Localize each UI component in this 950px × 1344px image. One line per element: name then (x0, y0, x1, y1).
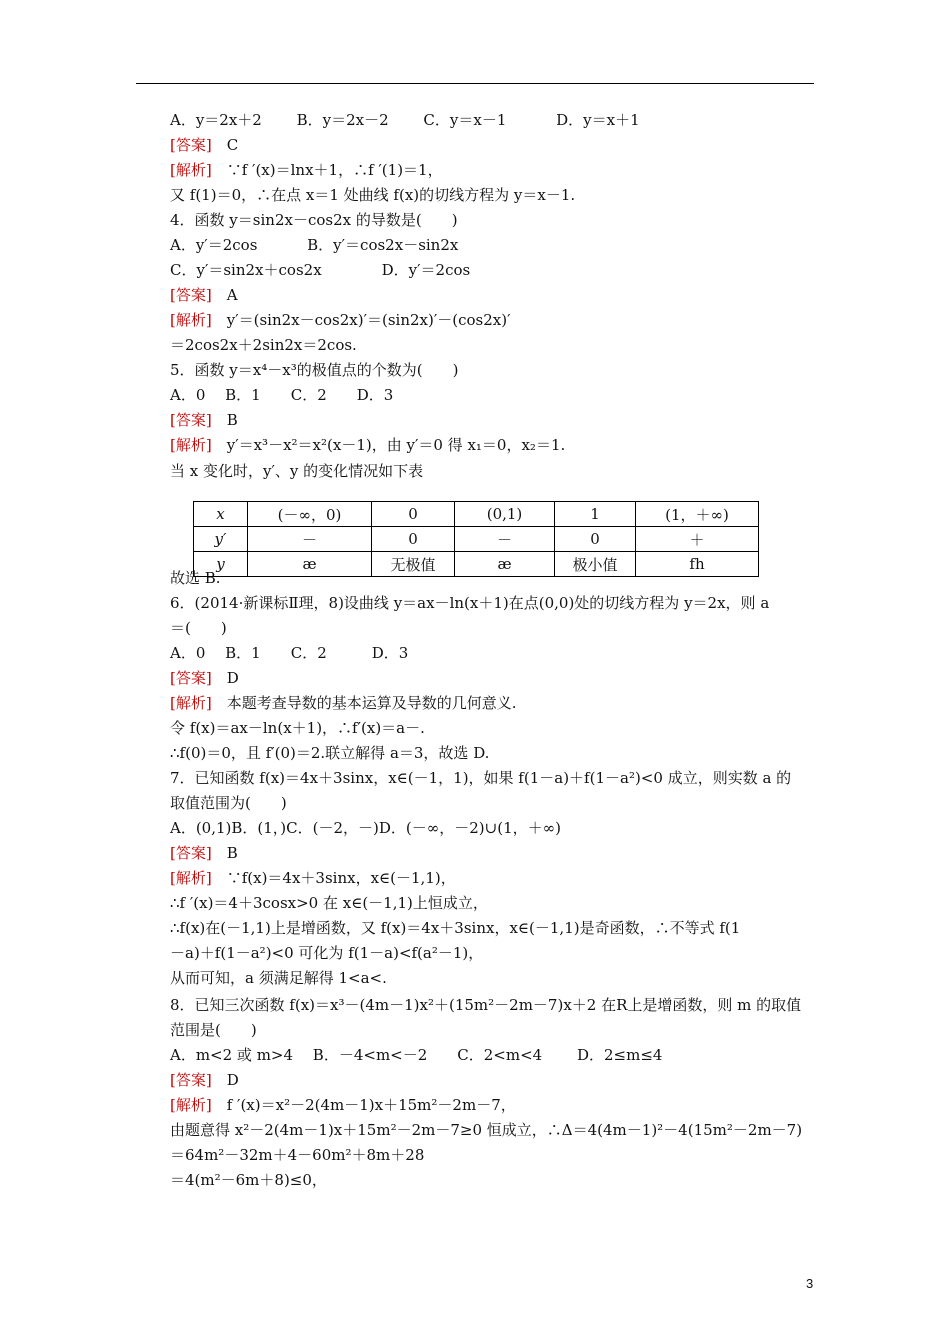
table-cell: y (194, 552, 248, 577)
line-text: ＝64m²－32m＋4－60m²＋8m＋28 (170, 1146, 425, 1164)
line-text: ∵f(x)＝4x＋3sinx，x∈(－1,1)， (211, 869, 456, 887)
text-line (170, 1046, 662, 1064)
line-text: ∴f(x)在(－1,1)上是增函数，又 f(x)＝4x＋3sinx，x∈(－1,1)是奇函数，∴不等式 f(1 (170, 919, 741, 937)
line-text: C (211, 136, 239, 154)
label-tag: [答案] (170, 844, 212, 862)
text-line (170, 436, 565, 454)
table-cell: y′ (194, 527, 248, 552)
line-text: C．y′＝sin2x＋cos2x D．y′＝2cos (170, 261, 471, 279)
line-text: B (211, 411, 238, 429)
text-line (170, 594, 769, 612)
text-line (170, 844, 238, 862)
table-cell: 极小值 (555, 552, 636, 577)
text-line (170, 644, 408, 662)
line-text: 7．已知函数 f(x)＝4x＋3sinx，x∈(－1，1)，如果 f(1－a)＋f(1－a²)<0 成立，则实数 a 的 (170, 769, 792, 787)
label-tag: [解析] (170, 869, 212, 887)
line-text: 范围是( ) (170, 1021, 257, 1039)
line-text: D (211, 1071, 239, 1089)
text-line (170, 161, 443, 179)
variation-table (193, 501, 759, 577)
text-line (170, 919, 740, 937)
label-tag: [答案] (170, 136, 212, 154)
line-text: y′＝x³－x²＝x²(x－1)，由 y′＝0 得 x₁＝0，x₂＝1. (211, 436, 566, 454)
label-tag: [答案] (170, 411, 212, 429)
table-cell: 0 (372, 527, 455, 552)
text-line (170, 894, 488, 912)
text-line (170, 744, 489, 762)
table-cell: ＋ (636, 527, 759, 552)
line-text: －a)＋f(1－a²)<0 可化为 f(1－a)<f(a²－1)， (170, 944, 484, 962)
line-text: 由题意得 x²－2(4m－1)x＋15m²－2m－7≥0 恒成立，∴Δ＝4(4m－1)²－4(15m²－2m－7) (170, 1121, 803, 1139)
line-text: f ′(x)＝x²－2(4m－1)x＋15m²－2m－7， (211, 1096, 516, 1114)
label-tag: [解析] (170, 311, 212, 329)
line-text: A．(0,1)B．(1，)C．(－2，－)D．(－∞，－2)∪(1，＋∞) (170, 819, 561, 837)
line-text: 当 x 变化时，y′、y 的变化情况如下表 (170, 462, 424, 480)
line-text: A．y′＝2cos B．y′＝cos2x－sin2x (170, 236, 459, 254)
text-line (170, 969, 387, 987)
table-cell: － (248, 527, 372, 552)
text-line (170, 619, 227, 637)
line-text: 令 f(x)＝ax－ln(x＋1)，∴f′(x)＝a－. (170, 719, 425, 737)
label-tag: [答案] (170, 669, 212, 687)
line-text: 本题考查导数的基本运算及导数的几何意义. (211, 694, 517, 712)
text-line (170, 769, 791, 787)
text-line (170, 719, 425, 737)
text-line (170, 996, 801, 1014)
line-text: D (211, 669, 239, 687)
text-line (170, 136, 238, 154)
line-text: y′＝(sin2x－cos2x)′＝(sin2x)′－(cos2x)′ (211, 311, 511, 329)
text-line (170, 944, 483, 962)
line-text: ＝( ) (170, 619, 227, 637)
line-text: 6．(2014·新课标Ⅱ理，8)设曲线 y＝ax－ln(x＋1)在点(0,0)处的切线方程为 y＝2x，则 a (170, 594, 770, 612)
line-text: A．m<2 或 m>4 B．－4<m<－2 C．2<m<4 D．2≤m≤4 (170, 1046, 663, 1064)
table-cell: － (455, 527, 555, 552)
line-text: ∵f ′(x)＝lnx＋1，∴f ′(1)＝1， (211, 161, 443, 179)
text-line (170, 261, 470, 279)
text-line (170, 1021, 257, 1039)
line-text: ∴f(0)＝0，且 f′(0)＝2.联立解得 a＝3，故选 D. (170, 744, 490, 762)
text-line (170, 1171, 327, 1189)
line-text: 5．函数 y＝x⁴－x³的极值点的个数为( ) (170, 361, 459, 379)
text-line (170, 411, 238, 429)
table-cell: 0 (372, 502, 455, 527)
text-line (170, 669, 239, 687)
table-cell: 0 (555, 527, 636, 552)
page-number: 3 (806, 1276, 814, 1291)
label-tag: [答案] (170, 1071, 212, 1089)
text-line (170, 1121, 802, 1139)
line-text: 又 f(1)＝0，∴在点 x＝1 处曲线 f(x)的切线方程为 y＝x－1. (170, 186, 576, 204)
table-cell: 无极值 (372, 552, 455, 577)
text-line (170, 186, 575, 204)
text-line (170, 386, 393, 404)
table-cell: (1，＋∞) (636, 502, 759, 527)
line-text: A．0 B．1 C．2 D．3 (170, 644, 409, 662)
text-line (170, 111, 640, 129)
table-cell: æ (455, 552, 555, 577)
label-tag: [解析] (170, 161, 212, 179)
table-cell: 1 (555, 502, 636, 527)
text-line (170, 336, 357, 354)
text-line (170, 869, 456, 887)
line-text: 4．函数 y＝sin2x－cos2x 的导数是( ) (170, 211, 458, 229)
line-text: ∴f ′(x)＝4＋3cosx>0 在 x∈(－1,1)上恒成立， (170, 894, 488, 912)
line-text: 取值范围为( ) (170, 794, 287, 812)
label-tag: [答案] (170, 286, 212, 304)
line-text: ＝4(m²－6m＋8)≤0， (170, 1171, 327, 1189)
text-line (170, 1071, 239, 1089)
table-cell: (0,1) (455, 502, 555, 527)
text-line (170, 286, 238, 304)
line-text: 从而可知，a 须满足解得 1<a<. (170, 969, 387, 987)
header-rule (136, 83, 814, 84)
text-line (170, 311, 511, 329)
table-row (194, 502, 759, 527)
table-row (194, 552, 759, 577)
label-tag: [解析] (170, 436, 212, 454)
text-line (170, 211, 458, 229)
table-cell: æ (248, 552, 372, 577)
table-cell: x (194, 502, 248, 527)
text-line (170, 361, 458, 379)
text-line (170, 819, 561, 837)
text-line (170, 694, 517, 712)
text-line (170, 1146, 424, 1164)
table-cell: (－∞，0) (248, 502, 372, 527)
label-tag: [解析] (170, 694, 212, 712)
text-line (170, 1096, 516, 1114)
text-line (170, 462, 423, 480)
table-cell: fh (636, 552, 759, 577)
label-tag: [解析] (170, 1096, 212, 1114)
line-text: 8．已知三次函数 f(x)＝x³－(4m－1)x²＋(15m²－2m－7)x＋2 在R上是增函数，则 m 的取值 (170, 996, 802, 1014)
text-line (170, 794, 287, 812)
line-text: A．0 B．1 C．2 D．3 (170, 386, 394, 404)
text-line (170, 236, 458, 254)
line-text: A (211, 286, 238, 304)
line-text: A．y＝2x＋2 B．y＝2x－2 C．y＝x－1 D．y＝x＋1 (170, 111, 640, 129)
line-text: B (211, 844, 238, 862)
table-row (194, 527, 759, 552)
line-text: 故选 B. (170, 569, 221, 587)
line-text: ＝2cos2x＋2sin2x＝2cos. (170, 336, 357, 354)
